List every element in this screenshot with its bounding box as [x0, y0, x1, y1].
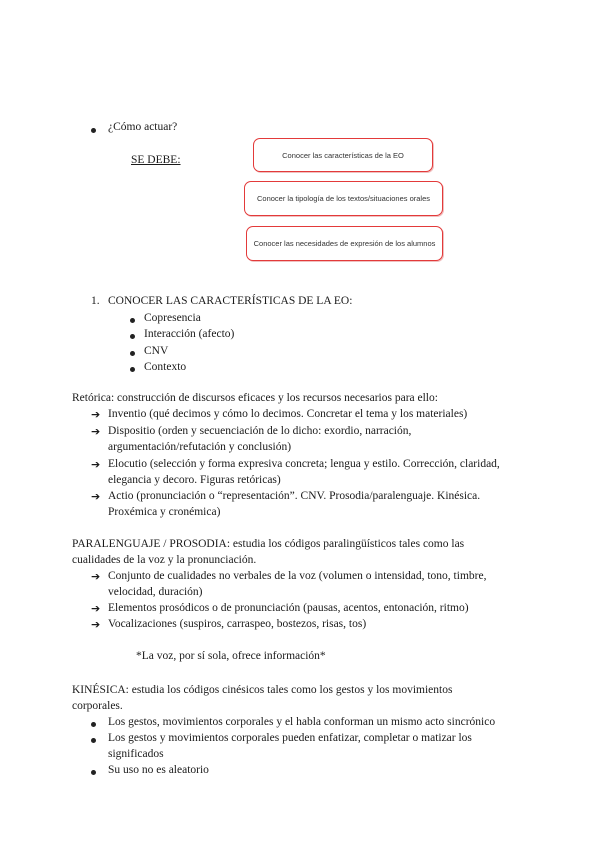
kinesica-intro-cont: corporales.: [72, 700, 123, 712]
paralenguaje-intro-cont: cualidades de la voz y la pronunciación.: [72, 554, 257, 566]
list-item: Los gestos y movimientos corporales pueden enfatizar, completar o matizar los: [108, 732, 472, 744]
arrow-icon: ➔: [91, 618, 101, 631]
bullet-dot: [91, 128, 96, 133]
list-item: CNV: [144, 345, 169, 357]
section1-heading: CONOCER LAS CARACTERÍSTICAS DE LA EO:: [108, 295, 353, 307]
list-item: Copresencia: [144, 312, 201, 324]
box-tipologia-text: Conocer la tipología de los textos/situaciones orales: [256, 194, 431, 203]
list-item: Elementos prosódicos o de pronunciación (pausas, acentos, entonación, ritmo): [108, 602, 469, 614]
se-debe-label: SE DEBE:: [131, 154, 181, 166]
arrow-icon: ➔: [91, 602, 101, 615]
bullet-dot: [130, 367, 135, 372]
bullet-dot: [130, 334, 135, 339]
list-item: Dispositio (orden y secuenciación de lo dicho: exordio, narración,: [108, 425, 412, 437]
arrow-icon: ➔: [91, 458, 101, 471]
list-item: Interacción (afecto): [144, 328, 235, 340]
list-item: Actio (pronunciación o “representación”. CNV. Prosodia/paralenguaje. Kinésica.: [108, 490, 481, 502]
arrow-icon: ➔: [91, 425, 101, 438]
list-item: Inventio (qué decimos y cómo lo decimos. Concretar el tema y los materiales): [108, 408, 468, 420]
box-necesidades-text: Conocer las necesidades de expresión de los alumnos: [253, 239, 436, 248]
kinesica-intro: KINÉSICA: estudia los códigos cinésicos tales como los gestos y los movimientos: [72, 684, 453, 696]
arrow-icon: ➔: [91, 408, 101, 421]
list-item-continuation: Proxémica y cronémica): [108, 506, 221, 518]
bullet-dot: [91, 770, 96, 775]
bullet-dot: [91, 738, 96, 743]
como-actuar-text: ¿Cómo actuar?: [108, 121, 178, 133]
list-item-continuation: elegancia y decoro. Figuras retóricas): [108, 474, 281, 486]
box-necesidades: [246, 226, 443, 261]
box-tipologia: [244, 181, 443, 216]
list-item-continuation: argumentación/refutación y conclusión): [108, 441, 292, 453]
list-item-continuation: velocidad, duración): [108, 586, 203, 598]
paralenguaje-note: *La voz, por sí sola, ofrece información*: [136, 650, 326, 662]
arrow-icon: ➔: [91, 570, 101, 583]
list-item: Vocalizaciones (suspiros, carraspeo, bostezos, risas, tos): [108, 618, 367, 630]
list-item: Contexto: [144, 361, 187, 373]
bullet-dot: [130, 318, 135, 323]
arrow-icon: ➔: [91, 490, 101, 503]
section1-number: 1.: [91, 295, 100, 307]
list-item: Los gestos, movimientos corporales y el habla conforman un mismo acto sincrónico: [108, 716, 496, 728]
box-caracteristicas-text: Conocer las características de la EO: [282, 150, 404, 160]
list-item-continuation: significados: [108, 748, 164, 760]
bullet-dot: [130, 351, 135, 356]
list-item: Su uso no es aleatorio: [108, 764, 209, 776]
bullet-dot: [91, 722, 96, 727]
paralenguaje-intro: PARALENGUAJE / PROSODIA: estudia los códigos paralingüísticos tales como las: [72, 538, 465, 550]
list-item: Conjunto de cualidades no verbales de la voz (volumen o intensidad, tono, timbre,: [108, 570, 487, 582]
box-caracteristicas: [253, 138, 433, 172]
list-item: Elocutio (selección y forma expresiva concreta; lengua y estilo. Corrección, claridad,: [108, 458, 500, 470]
retorica-intro: Retórica: construcción de discursos eficaces y los recursos necesarios para ello:: [72, 392, 438, 404]
